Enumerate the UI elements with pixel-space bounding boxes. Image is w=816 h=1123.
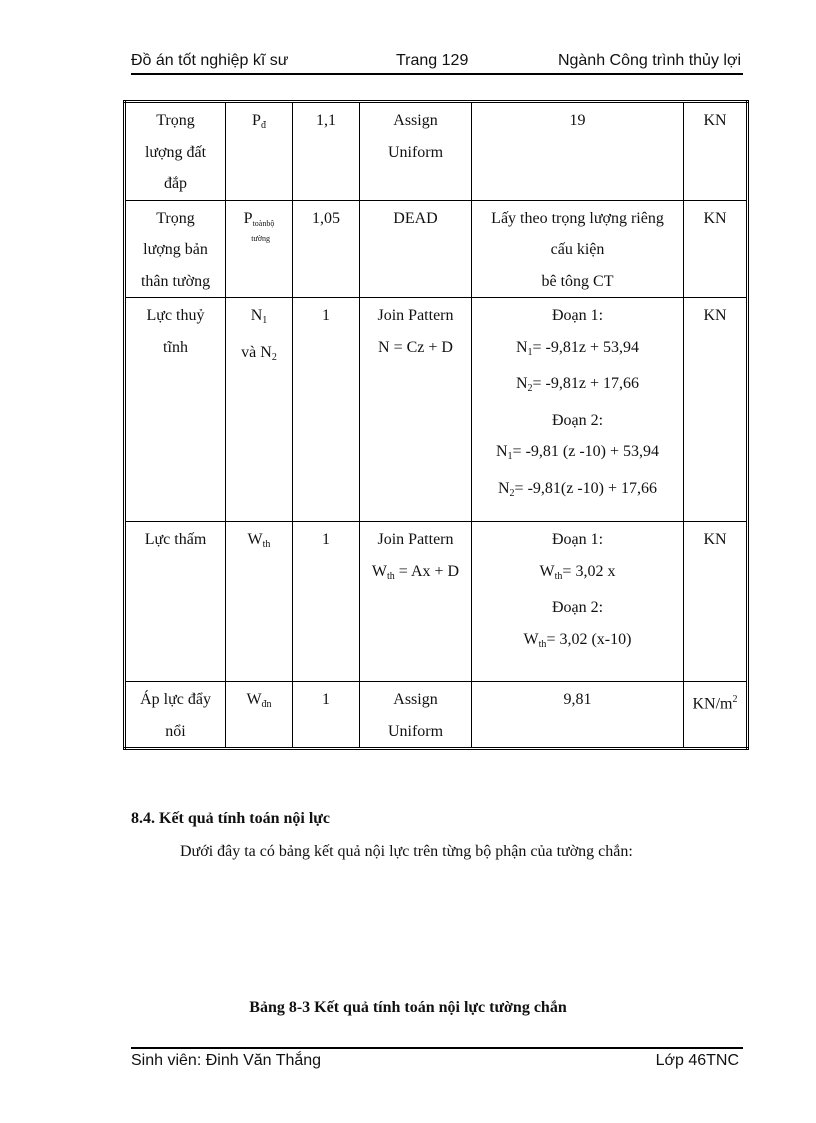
cell-line: $W_{th}= 3,02$ x xyxy=(539,562,616,582)
symbol-subscript: đ xyxy=(260,120,266,131)
value-cell: 9,81 xyxy=(472,682,684,749)
symbol-cell xyxy=(226,298,293,522)
table-row xyxy=(125,682,748,749)
symbol-cell xyxy=(226,682,293,749)
table-row xyxy=(125,102,748,201)
cell-line: $W_{th} = Ax + D$ xyxy=(371,562,460,582)
value-cell: 19 xyxy=(472,102,684,201)
cell-line: Join Pattern xyxy=(377,307,454,324)
symbol-subscript: toànbộ xyxy=(252,218,275,228)
cell-line: cấu kiện xyxy=(550,241,605,258)
cell-line: tĩnh xyxy=(163,338,188,356)
cell-line: Trọng xyxy=(156,209,195,227)
symbol: W xyxy=(246,691,262,708)
footer-divider xyxy=(131,1047,743,1049)
load-name-cell: Lực thấm xyxy=(125,522,226,682)
symbol: P xyxy=(243,209,253,227)
body-paragraph: Dưới đây ta có bảng kết quả nội lực trên từng bộ phận của tường chắn: xyxy=(180,843,633,860)
value-cell xyxy=(472,298,684,522)
unit-cell: KN xyxy=(684,102,748,201)
footer-class: Lớp 46TNC xyxy=(655,1052,739,1069)
assign-cell xyxy=(360,682,472,749)
symbol: W xyxy=(247,531,263,548)
cell-line: Uniform xyxy=(387,143,444,161)
cell-line: Đoạn 1: xyxy=(551,307,604,324)
cell-line: Assign xyxy=(393,691,438,708)
cell-line: Áp lực đẩy xyxy=(140,691,211,708)
cell-line: Assign xyxy=(393,112,438,129)
cell-line: thân tường xyxy=(140,272,211,290)
table-caption: Bảng 8-3 Kết quả tính toán nội lực tường chắn xyxy=(249,999,567,1016)
load-table-container xyxy=(123,100,749,750)
value-cell xyxy=(472,200,684,298)
coef-cell: 1 xyxy=(293,298,360,522)
assign-cell xyxy=(360,298,472,522)
cell-line: Uniform xyxy=(387,722,444,740)
cell-line: $N_1$ xyxy=(250,307,268,326)
page-footer xyxy=(131,1052,743,1078)
cell-line: Lực thuỷ xyxy=(146,307,205,324)
symbol-cell xyxy=(226,522,293,682)
cell-line: và $N_2$ xyxy=(241,343,277,363)
symbol-cell xyxy=(226,200,293,298)
assign-cell xyxy=(360,102,472,201)
cell-line: Trọng xyxy=(156,112,195,129)
footer-student: Sinh viên: Đinh Văn Thắng xyxy=(131,1052,322,1069)
cell-line: Đoạn 2: xyxy=(551,599,604,616)
cell-line: đắp xyxy=(163,175,188,192)
symbol-subscript: th xyxy=(262,539,271,550)
coef-cell: 1 xyxy=(293,682,360,749)
symbol-subscript: đn xyxy=(261,699,272,710)
cell-line: nổi xyxy=(165,722,186,740)
unit-cell: KN xyxy=(684,200,748,298)
cell-line: lượng bản xyxy=(143,241,208,258)
assign-cell xyxy=(360,522,472,682)
cell-line: $N_1= -9,81$ (z -10) + 53,94 xyxy=(495,443,660,462)
header-thesis-title: Đồ án tốt nghiệp kĩ sư xyxy=(131,52,289,69)
cell-line: Join Pattern xyxy=(377,531,454,548)
header-department: Ngành Công trình thủy lợi xyxy=(557,52,741,69)
load-name-cell xyxy=(125,682,226,749)
cell-line: Đoạn 2: xyxy=(551,411,604,429)
cell-line: $N_1= -9,81z + 53,94$ xyxy=(515,338,640,358)
unit-cell: $KN/m^2$ xyxy=(684,682,748,749)
value-cell xyxy=(472,522,684,682)
symbol-cell xyxy=(226,102,293,201)
header-divider xyxy=(131,73,743,75)
assign-cell: DEAD xyxy=(360,200,472,298)
unit-cell: KN xyxy=(684,522,748,682)
cell-line: N = Cz + D xyxy=(378,338,453,356)
load-name-cell xyxy=(125,102,226,201)
coef-cell: 1,1 xyxy=(293,102,360,201)
cell-line: bê tông CT xyxy=(541,272,614,290)
cell-line: $W_{th}= 3,02$ (x-10) xyxy=(523,630,632,650)
cell-line: Lấy theo trọng lượng riêng xyxy=(491,209,664,227)
symbol: P xyxy=(252,112,261,129)
cell-line: lượng đất xyxy=(144,143,207,161)
cell-line: Đoạn 1: xyxy=(551,531,604,548)
cell-line: $N_2= -9,81z + 17,66$ xyxy=(515,375,640,394)
load-table xyxy=(123,100,749,750)
cell-line: $N_2= -9,81(z$ -10) + 17,66 xyxy=(497,479,658,499)
coef-cell: 1 xyxy=(293,522,360,682)
load-name-cell xyxy=(125,200,226,298)
header-page-number: Trang 129 xyxy=(396,52,469,69)
table-row xyxy=(125,522,748,682)
table-row xyxy=(125,200,748,298)
symbol-subscript-line2: tường xyxy=(251,234,270,243)
coef-cell: 1,05 xyxy=(293,200,360,298)
unit-cell: KN xyxy=(684,298,748,522)
section-heading: 8.4. Kết quả tính toán nội lực xyxy=(131,810,330,827)
table-row xyxy=(125,298,748,522)
load-name-cell xyxy=(125,298,226,522)
